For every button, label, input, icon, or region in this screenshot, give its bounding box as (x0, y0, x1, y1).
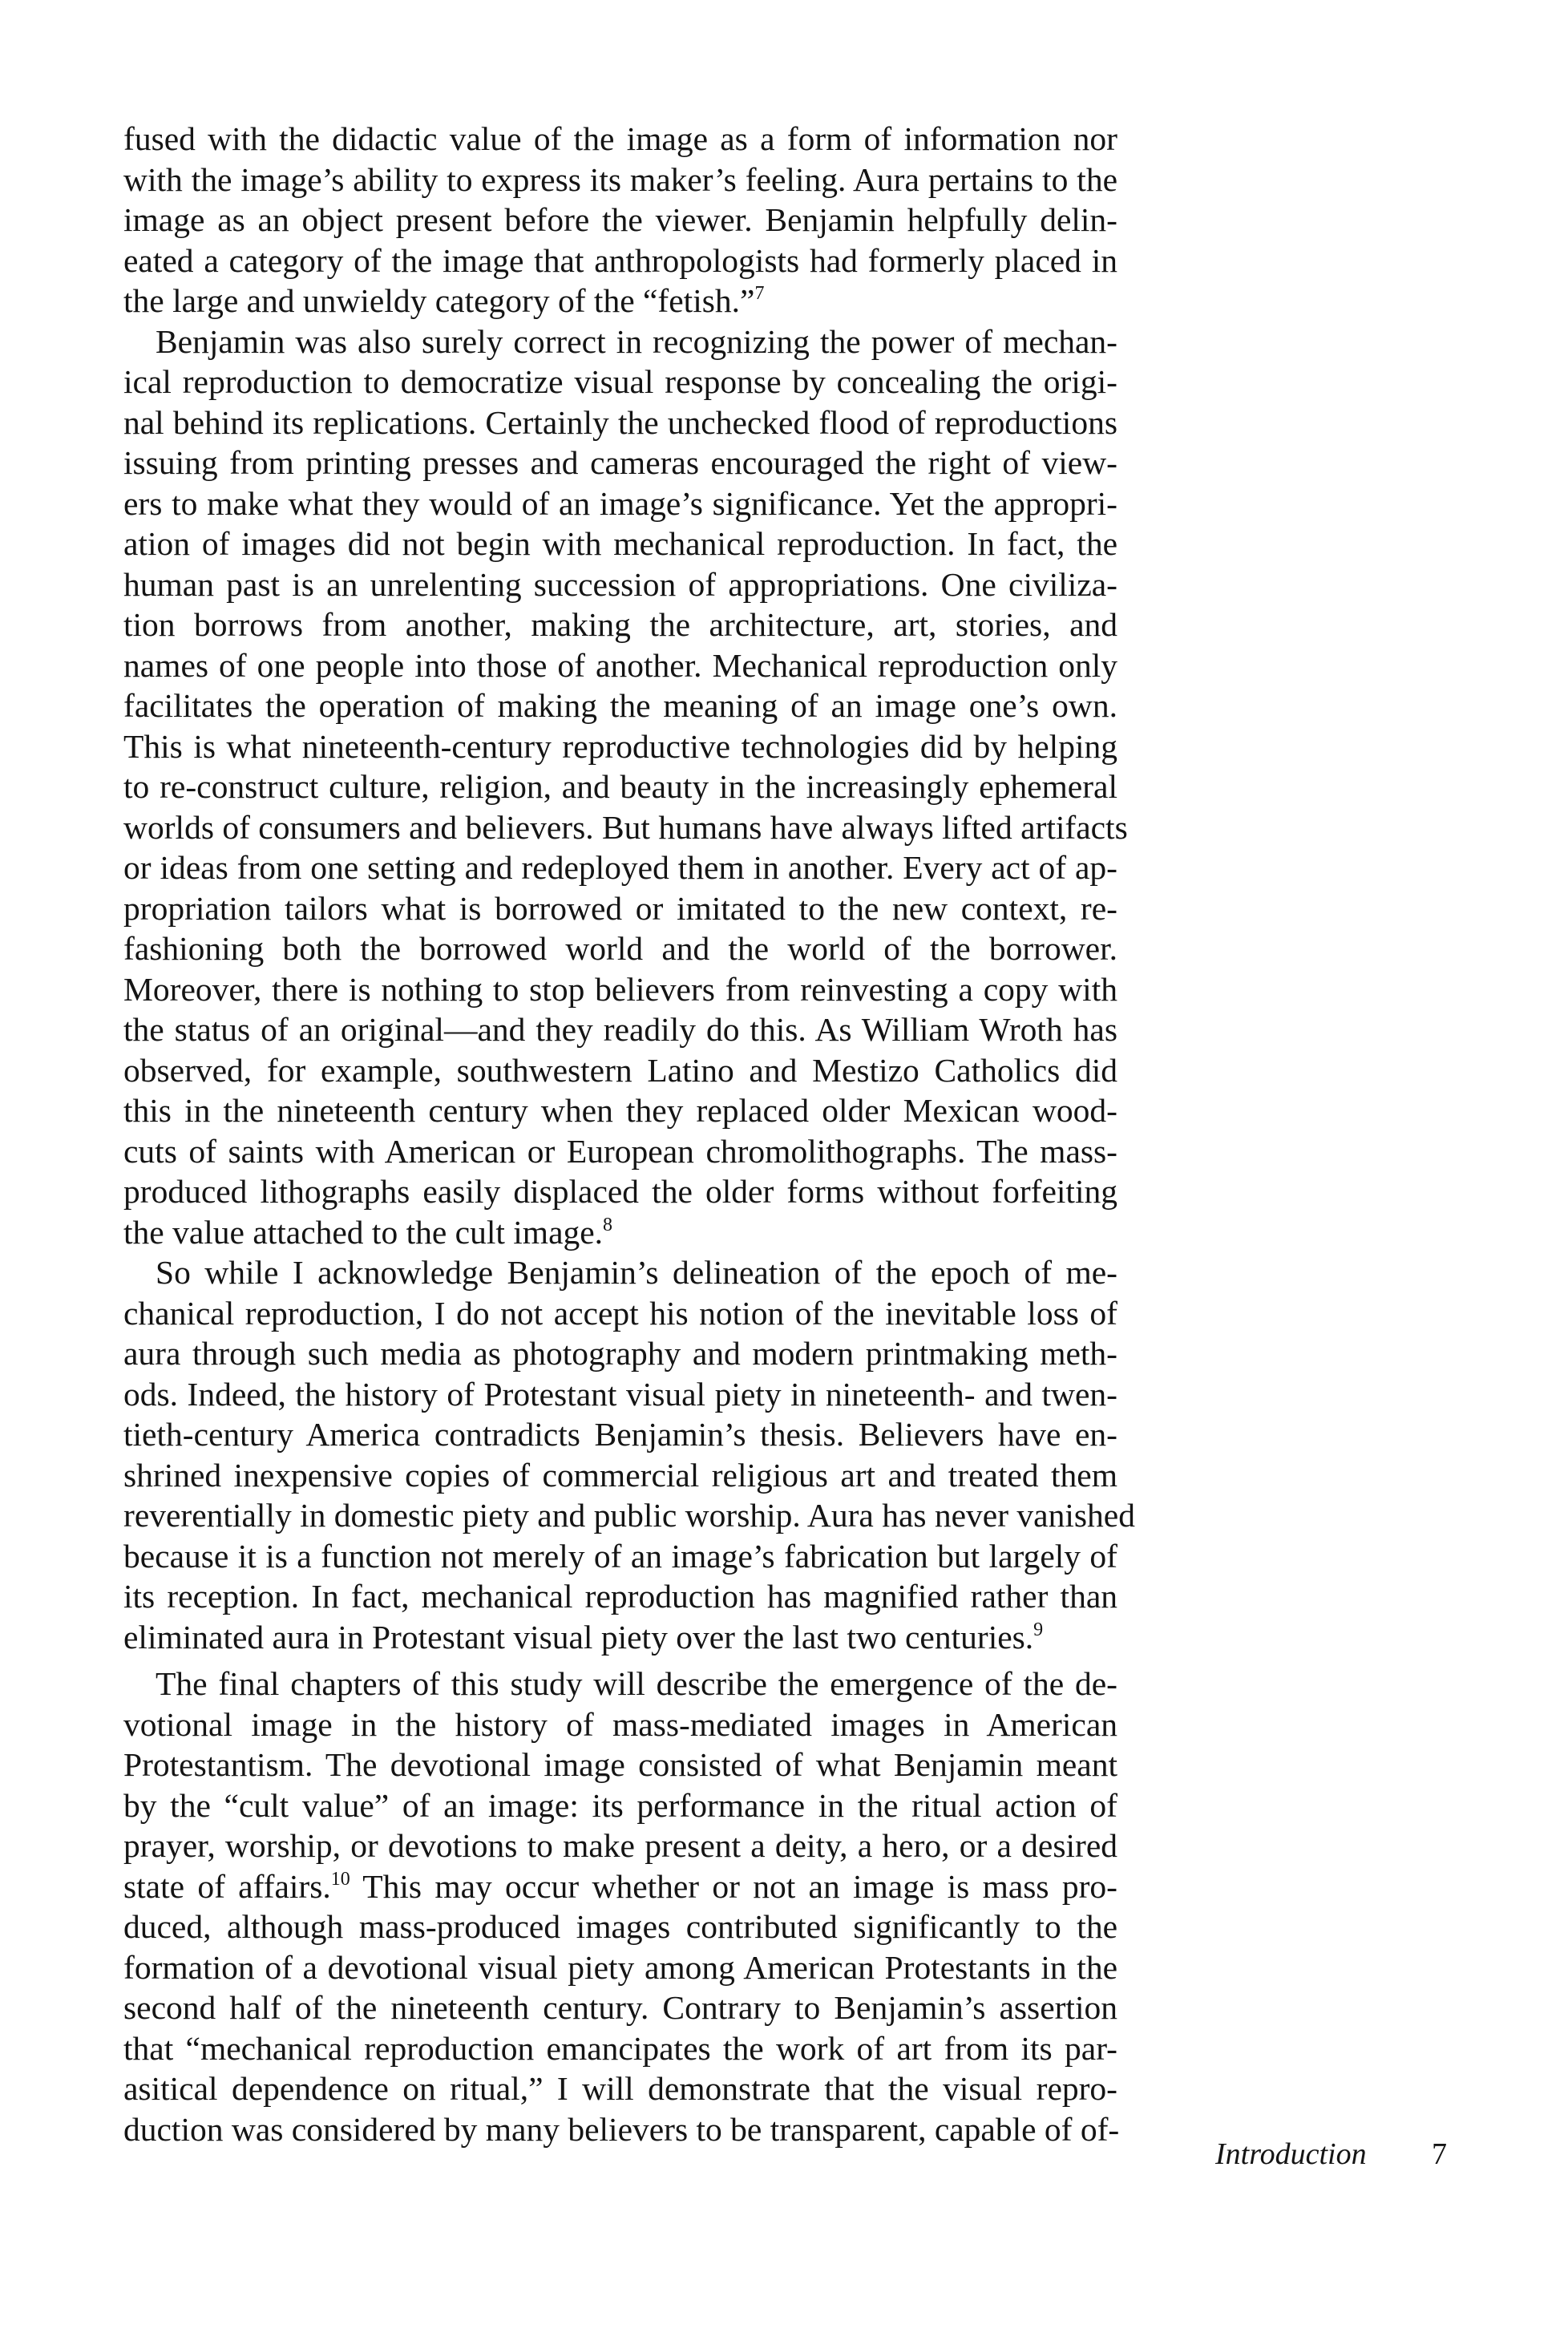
text-segment: duction was considered by many believers to be transparent, capable of of- (123, 2110, 1120, 2148)
text-line (123, 1090, 1117, 1131)
text-line (123, 362, 1117, 402)
text-segment: issuing from printing presses and cameras encouraged the right of view- (123, 444, 1117, 481)
text-segment: the large and unwieldy category of the “fetish.” (123, 282, 755, 319)
text-line (123, 241, 1117, 281)
text-line (123, 1576, 1117, 1617)
text-segment: to re-construct culture, religion, and beauty in the increasingly ephemeral (123, 768, 1117, 805)
text-segment: Benjamin was also surely correct in recognizing the power of mechan- (156, 322, 1117, 360)
text-segment: second half of the nineteenth century. Contrary to Benjamin’s assertion (123, 1989, 1117, 2026)
text-line (123, 160, 1117, 200)
text-segment: duced, although mass-produced images contributed significantly to the (123, 1908, 1117, 1945)
text-line (123, 1664, 1117, 1704)
text-line (123, 564, 1117, 605)
footnote-marker: 9 (1033, 1619, 1044, 1640)
text-line (123, 524, 1117, 564)
text-segment: ical reproduction to democratize visual response by concealing the origi- (123, 363, 1117, 400)
text-segment: aura through such media as photography and modern printmaking meth- (123, 1335, 1117, 1372)
footnote-marker: 8 (603, 1214, 613, 1235)
text-line (123, 1374, 1117, 1415)
text-line (123, 402, 1117, 443)
text-line (123, 969, 1117, 1010)
text-segment: by the “cult value” of an image: its performance in the ritual action of (123, 1786, 1117, 1824)
text-line (123, 1333, 1117, 1374)
footnote-marker: 7 (754, 283, 765, 304)
text-line (123, 1536, 1117, 1577)
text-line (123, 321, 1117, 362)
text-line (123, 1171, 1117, 1212)
text-segment: facilitates the operation of making the meaning of an image one’s own. (123, 687, 1117, 724)
paragraph (123, 1252, 1135, 1657)
text-segment: asitical dependence on ritual,” I will demonstrate that the visual repro- (123, 2070, 1117, 2107)
text-segment: propriation tailors what is borrowed or imitated to the new context, re- (123, 889, 1117, 927)
text-segment: ers to make what they would of an image’s significance. Yet the appropri- (123, 484, 1117, 522)
text-segment: this in the nineteenth century when they replaced older Mexican wood- (123, 1092, 1117, 1129)
text-segment: eated a category of the image that anthropologists had formerly placed in (123, 241, 1117, 279)
text-line (123, 2109, 1120, 2150)
text-line (123, 1293, 1117, 1334)
text-segment: because it is a function not merely of an image’s fabrication but largely of (123, 1537, 1117, 1575)
text-segment: So while I acknowledge Benjamin’s delineation of the epoch of me- (156, 1254, 1117, 1291)
text-segment: This is what nineteenth-century reproductive technologies did by helping (123, 727, 1117, 765)
text-line (123, 847, 1117, 888)
text-segment: state of affairs. (123, 1867, 331, 1905)
text-line (123, 281, 1117, 321)
text-line (123, 2028, 1117, 2069)
text-segment: chanical reproduction, I do not accept his notion of the inevitable loss of (123, 1294, 1117, 1332)
text-line (123, 119, 1117, 160)
paragraph (123, 321, 1128, 1253)
text-line (123, 1414, 1117, 1455)
text-line (123, 807, 1128, 848)
text-segment: prayer, worship, or devotions to make present a deity, a hero, or a desired (123, 1827, 1117, 1864)
text-segment: its reception. In fact, mechanical reproduction has magnified rather than (123, 1578, 1117, 1615)
running-head: Introduction (1215, 2137, 1367, 2171)
text-line (123, 685, 1117, 726)
text-line (123, 1495, 1135, 1536)
text-segment: eliminated aura in Protestant visual piety over the last two centuries. (123, 1618, 1034, 1656)
text-segment: observed, for example, southwestern Latino and Mestizo Catholics did (123, 1051, 1117, 1089)
text-segment: reverentially in domestic piety and public worship. Aura has never vanished (123, 1497, 1135, 1534)
text-line (123, 2068, 1117, 2109)
text-segment: that “mechanical reproduction emancipates the work of art from its par- (123, 2029, 1117, 2067)
text-segment: tion borrows from another, making the architecture, art, stories, and (123, 606, 1117, 643)
page-number: 7 (1432, 2137, 1447, 2171)
text-line (123, 443, 1117, 483)
text-line (123, 645, 1117, 686)
text-line (123, 726, 1117, 767)
footnote-marker: 10 (330, 1868, 350, 1890)
text-segment: the status of an original—and they readily do this. As William Wroth has (123, 1011, 1117, 1048)
text-line (123, 1947, 1117, 1988)
text-line (123, 1212, 1117, 1253)
text-line (123, 1131, 1117, 1172)
text-line (123, 1987, 1117, 2028)
text-line (123, 1785, 1117, 1826)
text-segment: fashioning both the borrowed world and the world of the borrower. (123, 930, 1117, 967)
text-line (123, 1704, 1117, 1745)
text-segment: image as an object present before the viewer. Benjamin helpfully delin- (123, 201, 1117, 238)
text-segment: The final chapters of this study will describe the emergence of the de- (156, 1665, 1117, 1702)
text-line (123, 888, 1117, 929)
text-segment: with the image’s ability to express its maker’s feeling. Aura pertains to the (123, 160, 1117, 198)
text-segment: or ideas from one setting and redeployed them in another. Every act of ap- (123, 849, 1117, 886)
text-segment: votional image in the history of mass-mediated images in American (123, 1705, 1117, 1743)
text-segment: This may occur whether or not an image is mass pro- (350, 1867, 1117, 1905)
text-segment: ods. Indeed, the history of Protestant visual piety in nineteenth- and twen- (123, 1375, 1117, 1413)
text-line (123, 1009, 1117, 1050)
text-segment: ation of images did not begin with mechanical reproduction. In fact, the (123, 525, 1117, 562)
text-segment: nal behind its replications. Certainly the unchecked flood of reproductions (123, 403, 1117, 441)
text-line (123, 1866, 1117, 1907)
body-text (123, 119, 1135, 2149)
text-segment: worlds of consumers and believers. But humans have always lifted artifacts (123, 808, 1128, 846)
text-line (123, 1050, 1117, 1091)
text-segment: Protestantism. The devotional image consisted of what Benjamin meant (123, 1746, 1117, 1783)
text-segment: produced lithographs easily displaced the older forms without forfeiting (123, 1173, 1117, 1210)
text-segment: tieth-century America contradicts Benjamin’s thesis. Believers have en- (123, 1416, 1117, 1453)
paragraph (123, 1664, 1120, 2149)
text-segment: names of one people into those of another. Mechanical reproduction only (123, 646, 1117, 684)
text-segment: fused with the didactic value of the image as a form of information nor (123, 120, 1117, 157)
text-line (123, 200, 1117, 241)
text-line (123, 1455, 1117, 1496)
text-segment: Moreover, there is nothing to stop believers from reinvesting a copy with (123, 970, 1117, 1008)
text-line (123, 766, 1117, 807)
paragraph-gap (123, 1657, 1117, 1664)
text-line (123, 483, 1117, 524)
text-line (123, 1906, 1117, 1947)
paragraph (123, 119, 1117, 321)
text-line (123, 928, 1117, 969)
text-segment: the value attached to the cult image. (123, 1213, 604, 1251)
text-segment: formation of a devotional visual piety among American Protestants in the (123, 1948, 1117, 1986)
text-segment: human past is an unrelenting succession of appropriations. One civiliza- (123, 565, 1117, 603)
text-line (123, 604, 1117, 645)
text-line (123, 1745, 1117, 1785)
text-segment: cuts of saints with American or European chromolithographs. The mass- (123, 1132, 1117, 1170)
text-segment: shrined inexpensive copies of commercial religious art and treated them (123, 1456, 1117, 1494)
text-line (123, 1617, 1117, 1658)
text-line (123, 1825, 1117, 1866)
text-line (123, 1252, 1117, 1293)
